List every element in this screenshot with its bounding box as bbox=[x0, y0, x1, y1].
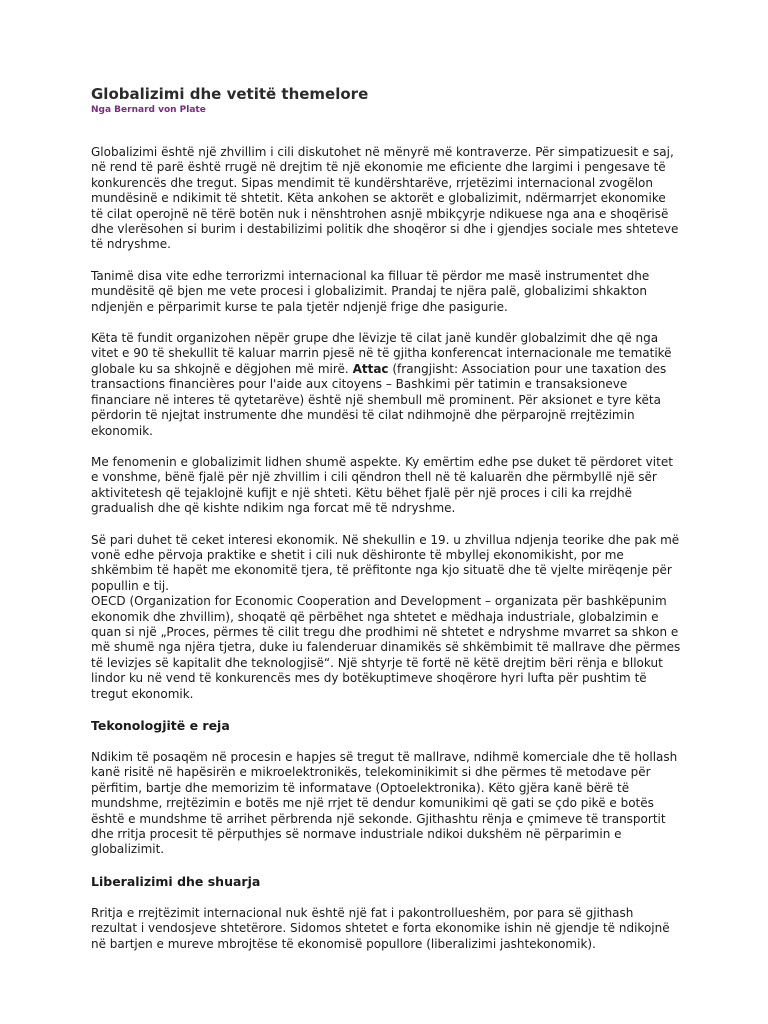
paragraph-oecd: OECD (Organization for Economic Cooperation and Development – organizata për bashkëpunim ekonomik dhe zhvillim), shoqatë që përbëhet nga shtetet e mëdhaja industriale, globalzimin e quan si një „Proces, përmes të cilit tregu dhe prodhimi në shtetet e ndryshme mvarret sa shkon e më shumë nga njëra tjetra, duke iu falenderuar dinamikës së shkëmbimit të mallrave dhe përmes të levizjes së kapitalit dhe teknologjisë“. Një shtyrje të fortë në këtë drejtim bëri rënja e bllokut lindor ku në vend të konkurencës mes dy botëkuptimeve shoqërore hyri lufta për pushtim të tregut ekonomik. bbox=[91, 594, 681, 701]
section-heading-technologies: Tekonologjitë e reja bbox=[91, 718, 230, 733]
document-page bbox=[91, 84, 681, 968]
paragraph-economic-interest: Së pari duhet të ceket interesi ekonomik. Në shekullin e 19. u zhvillua ndjenja teorike dhe pak më vonë edhe përvoja praktike e shetit i cili nuk dëshironte të mbyllej ekonomikisht, por me shkëmbim të hapët me ekonomitë tjera, të prëfitonte nga kjo situatë dhe të vjelte mirëqenje për popullin e tij. bbox=[91, 532, 680, 593]
paragraph-attac-text-after: (frangjisht: Association pour une taxation des transactions financières pour l'aide aux citoyens – Bashkimi për tatimin e transaksioneve financiare në interes të qytetarëve) është një shembull më prominent. Për aksionet e tyre këta përdorin të njejtat instrumente dhe mundësi të cilat ndihmojnë dhe përparojnë rrejtëzimin ekonomik. bbox=[91, 361, 667, 438]
paragraph-technologies: Ndikim të posaqëm në procesin e hapjes së tregut të mallrave, ndihmë komerciale dhe të hollash kanë risitë në hapësirën e mikroelektronikës, telekominikimit si dhe përmes të metodave për përfitim, bartje dhe memorizim të informatave (Optoelektronika). Këto gjëra kanë bërë të mundshme, rrejtëzimin e botës me një rrjet të dendur komunikimi që gati se çdo pikë e botës është e mundshme të arrihet përbrenda një sekonde. Gjithashtu rënja e çmimeve të transportit dhe rritja procesit të përputhjes së normave industriale ndikoi dukshëm në përparimin e globalizimit. bbox=[91, 750, 678, 857]
document-author: Nga Bernard von Plate bbox=[91, 105, 206, 115]
attac-term: Attac bbox=[352, 361, 389, 376]
paragraph-intro: Globalizimi është një zhvillim i cili diskutohet në mënyrë më kontraverze. Për simpatizuesit e saj, në rend të parë është rrugë në drejtim të një ekonomie me eficiente dhe largimi i pengesave të konkurencës dhe tregut. Sipas mendimit të kundërshtarëve, rrjetëzimi internacional zvogëlon mundësinë e ndikimit të shtetit. Këta ankohen se aktorët e globalizimit, ndërmarrjet ekonomike të cilat operojnë në tërë botën nuk i nënshtrohen asnjë mbikçyrje ndikuese nga ana e shoqërisë dhe vlerësohen si burim i destabilizimi politik dhe shoqëror si dhe i gjendjes sociale mes shteteve të ndryshme. bbox=[91, 145, 679, 252]
paragraph-attac bbox=[91, 331, 681, 439]
paragraph-terrorism: Tanimë disa vite edhe terrorizmi internacional ka filluar të përdor me masë instrumentet dhe mundësitë që bjen me vete procesi i globalizimit. Prandaj te njëra palë, globalizimi shkakton ndjenjën e përparimit kurse te pala tjetër ndjenjë frige dhe pasigurie. bbox=[91, 268, 650, 314]
document-title: Globalizimi dhe vetitë themelore bbox=[91, 85, 369, 103]
paragraph-attac-text-before: Këta të fundit organizohen nëpër grupe dhe lëvizje të cilat janë kundër globalzimit dhe që nga vitet e 90 të shekullit të kaluar marrin pjesë në të gjitha konferencat internacionale me tematikë globale ku sa shkojnë e dëgjohen më mirë. bbox=[91, 331, 672, 376]
section-heading-liberalization: Liberalizimi dhe shuarja bbox=[91, 873, 261, 889]
paragraph-aspects: Me fenomenin e globalizimit lidhen shumë aspekte. Ky emërtim edhe pse duket të përdoret vitet e vonshme, bënë fjalë për një zhvillim i cili qëndron thell në të kaluarën dhe përmbyllë një sër aktivitetesh që tejaklojnë kufijt e një shteti. Këtu bëhet fjalë për një proces i cili ka rrejdhë gradualish dhe që kishte ndikim nga forcat më të ndryshme. bbox=[91, 454, 673, 516]
paragraph-liberalization: Rritja e rrejtëzimit internacional nuk është një fat i pakontrollueshëm, por para së gjithash rezultat i vendosjeve shtetërore. Sidomos shtetet e forta ekonomike ishin në gjendje të ndikojnë në bartjen e mureve mbrojtëse të ekonomisë popullore (liberalizimi jashtekonomik). bbox=[91, 905, 670, 951]
